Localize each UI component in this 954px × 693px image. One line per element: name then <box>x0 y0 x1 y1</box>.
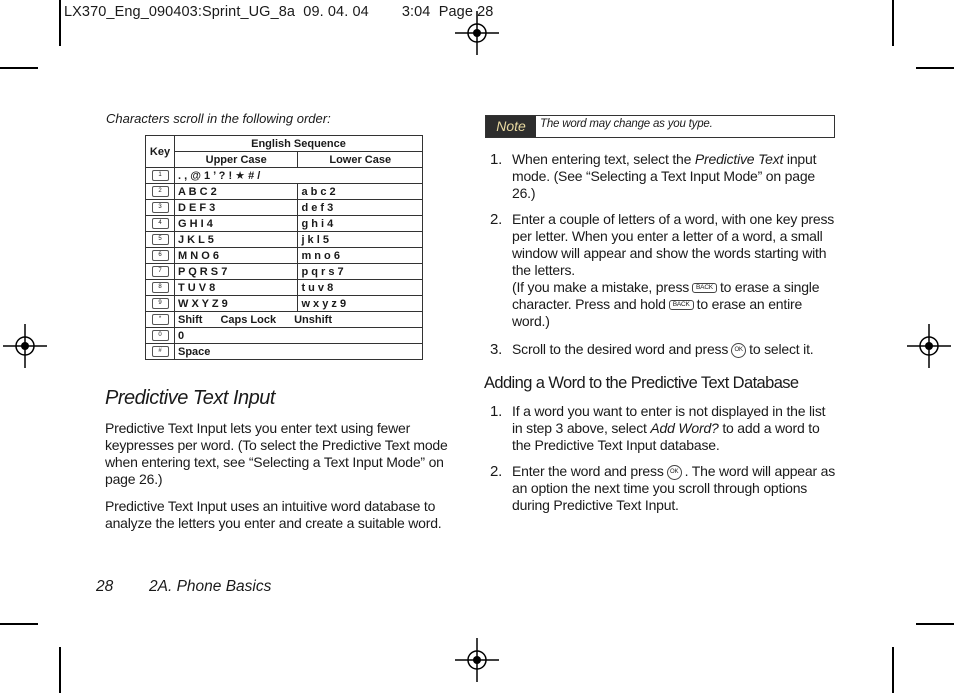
sequence-cell: . , @ 1 ’ ? ! ★ # / <box>175 168 423 184</box>
key-cell <box>146 264 175 280</box>
back-key-icon: BACK <box>692 283 717 293</box>
shift-mode-label: Unshift <box>294 313 332 326</box>
upper-case-cell: T U V 8 <box>175 280 298 296</box>
section-name: 2A. Phone Basics <box>149 578 272 595</box>
body-paragraph: Predictive Text Input uses an intuitive word database to analyze the letters you enter and create a suitable word. <box>105 498 442 531</box>
keypad-key-icon: 9 <box>152 298 169 309</box>
crop-mark <box>916 623 954 625</box>
key-cell <box>146 312 175 328</box>
step-number: 3. <box>490 341 503 358</box>
table-row <box>146 168 423 184</box>
step-number: 1. <box>490 151 503 168</box>
printer-slug: LX370_Eng_090403:Sprint_UG_8a 09. 04. 04 3:04 Page 28 <box>64 4 494 20</box>
upper-case-cell: P Q R S 7 <box>175 264 298 280</box>
crop-mark <box>892 0 894 46</box>
table-subheader-row <box>146 152 423 168</box>
list-item <box>490 151 835 202</box>
key-cell <box>146 200 175 216</box>
note-text: The word may change as you type. <box>540 118 713 130</box>
step-emphasis: Predictive Text <box>694 151 784 167</box>
lower-case-cell: p q r s 7 <box>298 264 423 280</box>
keypad-key-icon: 1 <box>152 170 169 181</box>
list-item <box>490 211 835 330</box>
step-text: Scroll to the desired word and press <box>512 341 729 357</box>
step-text: Enter a couple of letters of a word, with one key press per letter. When you enter a letter of a word, a small window will appear and show the words starting with the letters. <box>512 211 835 278</box>
table-row <box>146 184 423 200</box>
step-text: If a word you want to enter is not displayed in the list in step 3 above, select <box>512 403 826 436</box>
key-cell <box>146 232 175 248</box>
table-row <box>146 280 423 296</box>
key-cell <box>146 344 175 360</box>
step-text: to erase a single character. Press and hold <box>512 279 820 312</box>
registration-mark-icon <box>3 324 47 368</box>
character-sequence-table <box>145 135 423 360</box>
upper-case-cell: M N O 6 <box>175 248 298 264</box>
key-cell <box>146 328 175 344</box>
table-row <box>146 296 423 312</box>
table-row <box>146 200 423 216</box>
key-cell <box>146 296 175 312</box>
shift-mode-label: Caps Lock <box>220 313 277 326</box>
crop-mark <box>0 623 38 625</box>
registration-mark-icon <box>907 324 951 368</box>
shift-cell <box>175 312 423 328</box>
registration-mark-icon <box>455 638 499 682</box>
list-item <box>490 341 835 358</box>
step-number: 2. <box>490 463 503 480</box>
section-heading: Predictive Text Input <box>105 387 275 409</box>
keypad-key-icon: 4 <box>152 218 169 229</box>
step-number: 1. <box>490 403 503 420</box>
step-text: to add a word to the Predictive Text Input database. <box>512 420 820 453</box>
step-text: Enter the word and press <box>512 463 664 479</box>
lower-case-cell: t u v 8 <box>298 280 423 296</box>
step-number: 2. <box>490 211 503 228</box>
table-row <box>146 328 423 344</box>
upper-case-cell: J K L 5 <box>175 232 298 248</box>
sequence-header: English Sequence <box>175 136 423 152</box>
upper-case-header: Upper Case <box>175 152 298 168</box>
key-cell <box>146 216 175 232</box>
table-row <box>146 216 423 232</box>
step-text: (If you make a mistake, press <box>512 279 690 295</box>
key-cell <box>146 184 175 200</box>
keypad-key-icon: 2 <box>152 186 169 197</box>
upper-case-cell: D E F 3 <box>175 200 298 216</box>
crop-mark <box>0 67 38 69</box>
table-header-row <box>146 136 423 152</box>
step-text: input mode. (See “Selecting a Text Input Mode” on page 26.) <box>512 151 817 201</box>
key-cell <box>146 280 175 296</box>
keypad-key-icon: 0 <box>152 330 169 341</box>
keypad-key-icon: * <box>152 314 169 325</box>
key-header: Key <box>146 136 175 168</box>
crop-mark <box>59 647 61 693</box>
sequence-cell: Space <box>175 344 423 360</box>
crop-mark <box>916 67 954 69</box>
table-row <box>146 232 423 248</box>
keypad-key-icon: 3 <box>152 202 169 213</box>
registration-mark-icon <box>455 11 499 55</box>
ok-key-icon: OK <box>667 465 682 480</box>
list-item <box>490 463 835 514</box>
lower-case-cell: m n o 6 <box>298 248 423 264</box>
step-text: When entering text, select the <box>512 151 695 167</box>
sequence-cell: 0 <box>175 328 423 344</box>
lower-case-header: Lower Case <box>298 152 423 168</box>
table-row <box>146 344 423 360</box>
keypad-key-icon: 6 <box>152 250 169 261</box>
crop-mark <box>59 0 61 46</box>
step-text: to erase an entire word.) <box>512 296 803 329</box>
step-text: to select it. <box>749 341 814 357</box>
keypad-key-icon: # <box>152 346 169 357</box>
lower-case-cell: a b c 2 <box>298 184 423 200</box>
step-text: . The word will appear as an option the next time you scroll through options during Predictive Text Input. <box>512 463 835 513</box>
lower-case-cell: j k l 5 <box>298 232 423 248</box>
keypad-key-icon: 7 <box>152 266 169 277</box>
upper-case-cell: G H I 4 <box>175 216 298 232</box>
back-key-icon: BACK <box>669 300 694 310</box>
note-box <box>485 115 835 138</box>
table-row <box>146 248 423 264</box>
key-cell <box>146 248 175 264</box>
lower-case-cell: g h i 4 <box>298 216 423 232</box>
step-emphasis: Add Word? <box>650 420 719 436</box>
lower-case-cell: w x y z 9 <box>298 296 423 312</box>
key-cell <box>146 168 175 184</box>
table-row <box>146 312 423 328</box>
upper-case-cell: A B C 2 <box>175 184 298 200</box>
note-label: Note <box>486 116 536 137</box>
keypad-key-icon: 5 <box>152 234 169 245</box>
upper-case-cell: W X Y Z 9 <box>175 296 298 312</box>
shift-mode-label: Shift <box>178 313 203 326</box>
table-row <box>146 264 423 280</box>
crop-mark <box>892 647 894 693</box>
keypad-key-icon: 8 <box>152 282 169 293</box>
page-number: 28 <box>96 578 114 595</box>
scroll-caption: Characters scroll in the following order: <box>106 111 331 126</box>
body-paragraph: Predictive Text Input lets you enter text using fewer keypresses per word. (To select the Predictive Text mode when entering text, see “Selecting a Text Input Mode” on page 26.) <box>105 420 448 487</box>
ok-key-icon: OK <box>731 343 746 358</box>
lower-case-cell: d e f 3 <box>298 200 423 216</box>
subsection-heading: Adding a Word to the Predictive Text Database <box>484 374 799 392</box>
list-item <box>490 403 835 454</box>
